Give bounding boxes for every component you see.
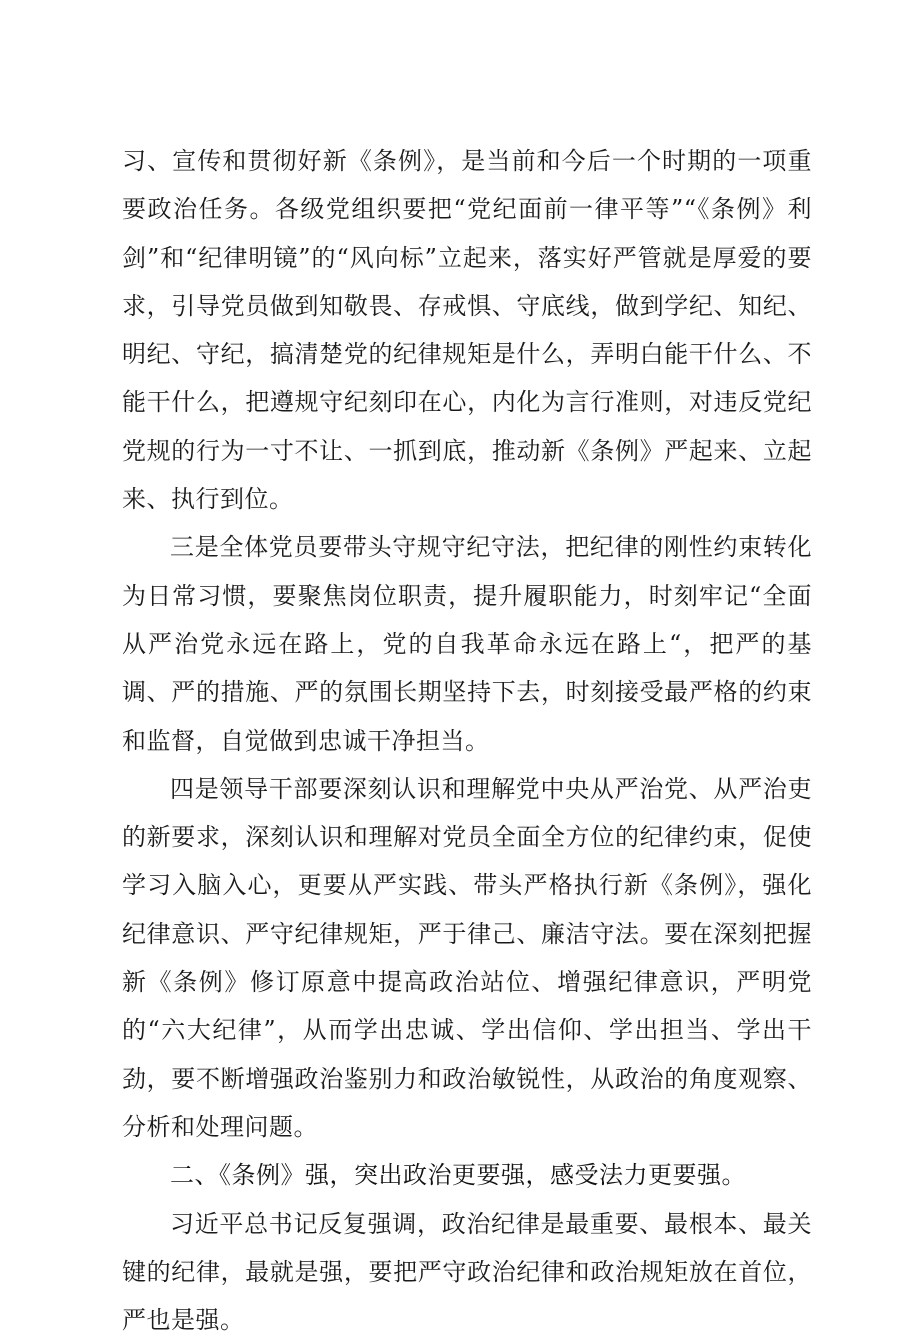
paragraph-point-three: 三是全体党员要带头守规守纪守法，把纪律的刚性约束转化为日常习惯，要聚焦岗位职责，提升履职能力，时刻牢记“全面从严治党永远在路上，党的自我革命永远在路上“，把严的基调、严的措施、严的氛围长期坚持下去，时刻接受最严格的约束和监督，自觉做到忠诚干净担当。 <box>122 533 812 755</box>
paragraph-point-four: 四是领导干部要深刻认识和理解党中央从严治党、从严治吏的新要求，深刻认识和理解对党员全面全方位的纪律约束，促使学习入脑入心，更要从严实践、带头严格执行新《条例》，强化纪律意识、严守纪律规矩，严于律己、廉洁守法。要在深刻把握新《条例》修订原意中提高政治站位、增强纪律意识，严明党的“六大纪律”，从而学出忠诚、学出信仰、学出担当、学出干劲，要不断增强政治鉴别力和政治敏锐性，从政治的角度观察、分析和处理问题。 <box>122 774 812 1141</box>
section-heading: 二、《条例》强，突出政治更要强，感受法力更要强。 <box>170 1161 746 1190</box>
paragraph-continuation: 习、宣传和贯彻好新《条例》，是当前和今后一个时期的一项重要政治任务。各级党组织要把“党纪面前一律平等”“《条例》利剑”和“纪律明镜”的“风向标”立起来，落实好严管就是厚爱的要求，引导党员做到知敬畏、存戒惧、守底线，做到学纪、知纪、明纪、守纪，搞清楚党的纪律规矩是什么，弄明白能干什么、不能干什么，把遵规守纪刻印在心，内化为言行准则，对违反党纪党规的行为一寸不让、一抓到底，推动新《条例》严起来、立起来、执行到位。 <box>122 147 812 514</box>
document-body <box>122 137 812 1344</box>
paragraph-section-intro: 习近平总书记反复强调，政治纪律是最重要、最根本、最关键的纪律，最就是强，要把严守政治纪律和政治规矩放在首位，严也是强。 <box>122 1209 812 1335</box>
